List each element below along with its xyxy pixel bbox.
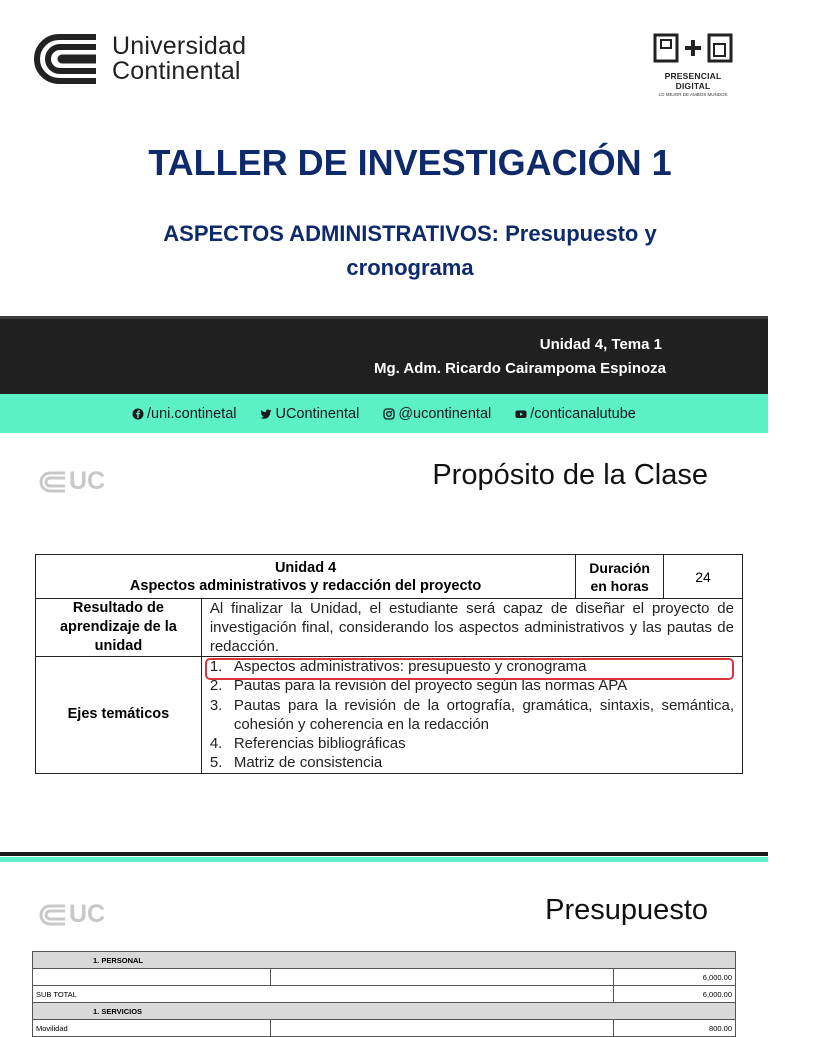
logo-line-2: Continental: [112, 57, 241, 85]
purpose-slide: [0, 433, 768, 826]
uc-mark-icon: [38, 904, 66, 926]
slide-title: Propósito de la Clase: [432, 459, 708, 491]
table-row: [33, 952, 736, 969]
uc-watermark-logo: [38, 900, 105, 929]
topic-text: Pautas para la revisión de la ortografía, gramática, sintaxis, semántica, cohesión y coherencia en la redacción: [233, 696, 734, 733]
uc-logo-icon: [32, 32, 100, 86]
topic-number: 1.: [209, 658, 223, 675]
topic-text: Matriz de consistencia: [233, 754, 383, 772]
youtube-icon: [515, 408, 527, 420]
table-row: [33, 1003, 736, 1020]
subtotal-amount: 6,000.00: [614, 986, 736, 1003]
uc-watermark-logo: [38, 467, 105, 496]
topics-label: Ejes temáticos: [36, 657, 202, 774]
duration-label-2: en horas: [590, 577, 649, 594]
twitter-handle: UContinental: [275, 405, 360, 422]
result-text-cell: [201, 599, 742, 657]
table-row: [33, 1020, 736, 1037]
divider-dark-bar: [0, 852, 768, 856]
personal-amount: 6,000.00: [614, 969, 736, 986]
topic-item: [210, 696, 734, 735]
duration-label-1: Duración: [589, 559, 650, 576]
topic-text: Aspectos administrativos: presupuesto y cronograma: [233, 658, 587, 675]
course-title: TALLER DE INVESTIGACIÓN 1: [148, 142, 672, 183]
topic-number: 3.: [209, 696, 223, 714]
unit-title: Unidad 4: [274, 559, 337, 576]
youtube-handle: /conticanalutube: [530, 405, 636, 422]
twitter-icon: [260, 408, 272, 420]
table-row: [33, 986, 736, 1003]
topic-highlight-box: [205, 658, 734, 680]
result-label-cell: [36, 599, 202, 657]
result-label-2: aprendizaje de la: [59, 619, 177, 635]
uc-mark-icon: [38, 471, 66, 493]
uc-logo-text: UC: [69, 900, 106, 928]
section-personal: 1. PERSONAL: [33, 952, 736, 969]
instagram-link[interactable]: [383, 406, 491, 422]
budget-table: [32, 951, 736, 1037]
universidad-continental-logo: [32, 32, 246, 86]
pd-logo-name: PRESENCIAL DIGITAL: [664, 71, 722, 91]
unit-table: [35, 554, 743, 774]
table-cell: [270, 969, 613, 986]
learning-outcome-text: Al finalizar la Unidad, el estudiante será capaz de diseñar el proyecto de investigación final, considerando los aspectos administrativos y las pautas de redacción.: [209, 600, 734, 655]
budget-slide: [0, 862, 768, 1033]
table-cell: [270, 1020, 613, 1037]
twitter-link[interactable]: [260, 406, 359, 422]
info-band: [0, 316, 768, 394]
section-services: 1. SERVICIOS: [33, 1003, 736, 1020]
unit-header-cell: [36, 555, 576, 599]
duration-value: 24: [664, 555, 743, 599]
presencial-digital-logo: [652, 32, 734, 97]
lesson-subtitle: ASPECTOS ADMINISTRATIVOS: Presupuesto y cronograma: [163, 221, 657, 280]
service-amount: 800.00: [614, 1020, 736, 1037]
facebook-link[interactable]: [132, 406, 236, 422]
topic-number: 2.: [209, 677, 223, 695]
slide-divider: [0, 826, 768, 862]
instagram-handle: @ucontinental: [398, 405, 492, 422]
social-links-bar: [0, 394, 768, 433]
logo-line-1: Universidad: [112, 32, 247, 60]
duration-label-cell: [576, 555, 664, 599]
table-cell: [33, 969, 271, 986]
slide-title: Presupuesto: [545, 894, 708, 926]
uc-logo-text: UC: [69, 467, 106, 495]
topic-number: 4.: [209, 735, 223, 753]
pd-logo-icon: [653, 32, 733, 64]
topic-item: [210, 734, 734, 753]
unit-subtitle: Aspectos administrativos y redacción del proyecto: [129, 577, 482, 594]
pd-logo-tagline: LO MEJOR DE AMBOS MUNDOS: [658, 92, 728, 97]
subtotal-label: SUB TOTAL: [33, 986, 614, 1003]
title-slide: [0, 0, 768, 433]
facebook-handle: /uni.continetal: [147, 405, 237, 422]
professor-name: Mg. Adm. Ricardo Cairampoma Espinoza: [374, 360, 666, 377]
result-label-3: unidad: [94, 638, 143, 654]
instagram-icon: [383, 408, 395, 420]
youtube-link[interactable]: [515, 406, 636, 422]
facebook-icon: [132, 408, 144, 420]
result-label-1: Resultado de: [72, 600, 164, 616]
topic-text: Referencias bibliográficas: [233, 735, 406, 753]
topic-text: Pautas para la revisión del proyecto según las normas APA: [233, 677, 628, 695]
service-label: Movilidad: [33, 1020, 271, 1037]
unit-topic: Unidad 4, Tema 1: [539, 336, 662, 353]
table-row: [33, 969, 736, 986]
topic-number: 5.: [209, 754, 223, 772]
topics-cell: [201, 657, 742, 774]
topic-item: [210, 753, 734, 772]
